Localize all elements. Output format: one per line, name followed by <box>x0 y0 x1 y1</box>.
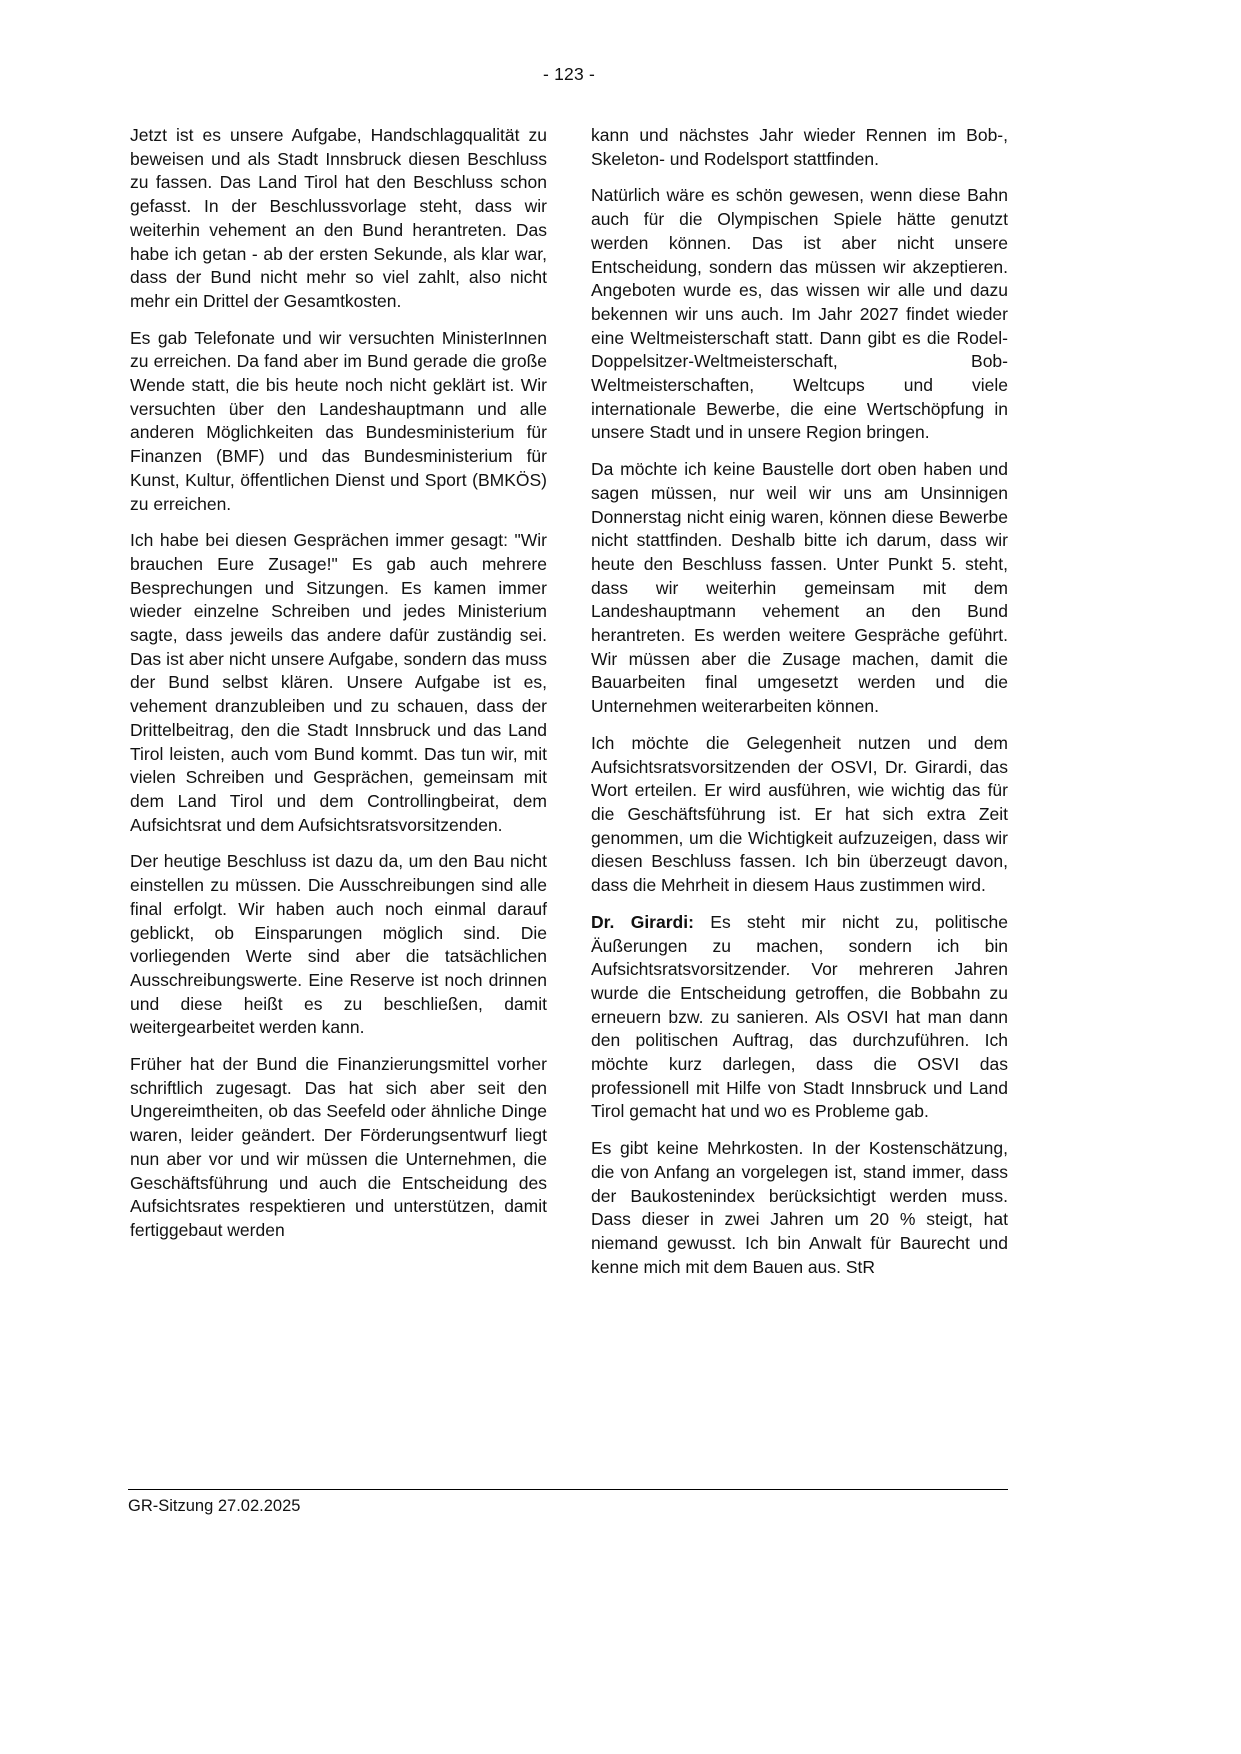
paragraph: Ich habe bei diesen Gesprächen immer gesagt: "Wir brauchen Eure Zusage!" Es gab auch mehrere Besprechungen und Sitzungen. Es kamen immer wieder einzelne Schreiben und jedes Ministerium sagte, dass jeweils das andere dafür zuständig sei. Das ist aber nicht unsere Aufgabe, sondern das muss der Bund selbst klären. Unsere Aufgabe ist es, vehement dranzubleiben und zu schauen, dass der Drittelbeitrag, den die Stadt Innsbruck und das Land Tirol leisten, auch vom Bund kommt. Das tun wir, mit vielen Schreiben und Gesprächen, gemeinsam mit dem Land Tirol und dem Controllingbeirat, dem Aufsichtsrat und dem Aufsichtsratsvorsitzenden. <box>130 530 547 835</box>
paragraph: Es gibt keine Mehrkosten. In der Kostenschätzung, die von Anfang an vorgelegen ist, stand immer, dass der Baukostenindex berücksichtigt werden muss. Dass dieser in zwei Jahren um 20 % steigt, hat niemand gewusst. Ich bin Anwalt für Baurecht und kenne mich mit dem Bauen aus. StR <box>591 1138 1008 1277</box>
paragraph: Früher hat der Bund die Finanzierungsmittel vorher schriftlich zugesagt. Das hat sich aber seit den Ungereimtheiten, ob das Seefeld oder ähnliche Dinge waren, leider geändert. Der Förderungsentwurf liegt nun aber vor und wir müssen die Unternehmen, die Geschäftsführung und auch die Entscheidung des Aufsichtsrates respektieren und unterstützen, damit fertiggebaut werden <box>130 1054 547 1240</box>
right-column <box>591 124 1008 1279</box>
paragraph: Der heutige Beschluss ist dazu da, um den Bau nicht einstellen zu müssen. Die Ausschreibungen sind alle final erfolgt. Wir haben auch noch einmal darauf geblickt, ob Einsparungen möglich sind. Die vorliegenden Werte sind aber die tatsächlichen Ausschreibungswerte. Eine Reserve ist noch drinnen und diese heißt es zu beschließen, damit weitergearbeitet werden kann. <box>130 851 547 1038</box>
speaker-label: Dr. Girardi: <box>591 911 694 932</box>
paragraph: Natürlich wäre es schön gewesen, wenn diese Bahn auch für die Olympischen Spiele hätte genutzt werden können. Das ist aber nicht unsere Entscheidung, sondern das müssen wir akzeptieren. Angeboten wurde es, das wissen wir alle und dazu bekennen wir uns auch. Im Jahr 2027 findet wieder eine Weltmeisterschaft statt. Dann gibt es die Rodel-Doppelsitzer-Weltmeisterschaft, Bob-Weltmeisterschaften, Weltcups und viele internationale Bewerbe, die eine Wertschöpfung in unsere Stadt und in unsere Region bringen. <box>591 185 1008 443</box>
left-column <box>130 124 547 1279</box>
paragraph: Jetzt ist es unsere Aufgabe, Handschlagqualität zu beweisen und als Stadt Innsbruck diesen Beschluss zu fassen. Das Land Tirol hat den Beschluss schon gefasst. In der Beschlussvorlage steht, dass wir weiterhin vehement an den Bund herantreten. Das habe ich getan - ab der ersten Sekunde, als klar war, dass der Bund nicht mehr so viel zahlt, also nicht mehr ein Drittel der Gesamtkosten. <box>130 125 547 311</box>
page-footer <box>128 1489 1008 1516</box>
text-columns <box>130 124 1008 1279</box>
paragraph: Ich möchte die Gelegenheit nutzen und dem Aufsichtsratsvorsitzenden der OSVI, Dr. Girardi, das Wort erteilen. Er wird ausführen, wie wichtig das für die Geschäftsführung ist. Er hat sich extra Zeit genommen, um die Wichtigkeit aufzuzeigen, dass wir diesen Beschluss fassen. Ich bin überzeugt davon, dass die Mehrheit in diesem Haus zustimmen wird. <box>591 732 1008 896</box>
paragraph: Es gab Telefonate und wir versuchten MinisterInnen zu erreichen. Da fand aber im Bund gerade die große Wende statt, die bis heute noch nicht geklärt ist. Wir versuchten über den Landeshauptmann und alle anderen Möglichkeiten das Bundesministerium für Finanzen (BMF) und das Bundesministerium für Kunst, Kultur, öffentlichen Dienst und Sport (BMKÖS) zu erreichen. <box>130 327 547 514</box>
footer-text: GR-Sitzung 27.02.2025 <box>128 1497 301 1515</box>
paragraph: kann und nächstes Jahr wieder Rennen im Bob-, Skeleton- und Rodelsport stattfinden. <box>591 125 1008 169</box>
page-number: - 123 - <box>543 64 595 84</box>
paragraph: Dr. Girardi: Es steht mir nicht zu, politische Äußerungen zu machen, sondern ich bin Aufsichtsratsvorsitzender. Vor mehreren Jahren wurde die Entscheidung getroffen, die Bobbahn zu erneuern bzw. zu sanieren. Als OSVI hat man dann den politischen Auftrag, das durchzuführen. Ich möchte kurz darlegen, dass die OSVI das professionell mit Hilfe von Stadt Innsbruck und Land Tirol gemacht hat und wo es Probleme gab. <box>591 911 1008 1122</box>
paragraph: Da möchte ich keine Baustelle dort oben haben und sagen müssen, nur weil wir uns am Unsinnigen Donnerstag nicht einig waren, können diese Bewerbe nicht stattfinden. Deshalb bitte ich darum, dass wir heute den Beschluss fassen. Unter Punkt 5. steht, dass wir weiterhin gemeinsam mit dem Landeshauptmann vehement an den Bund herantreten. Es werden weitere Gespräche geführt. Wir müssen aber die Zusage machen, damit die Bauarbeiten final umgesetzt werden und die Unternehmen weiterarbeiten können. <box>591 459 1008 717</box>
